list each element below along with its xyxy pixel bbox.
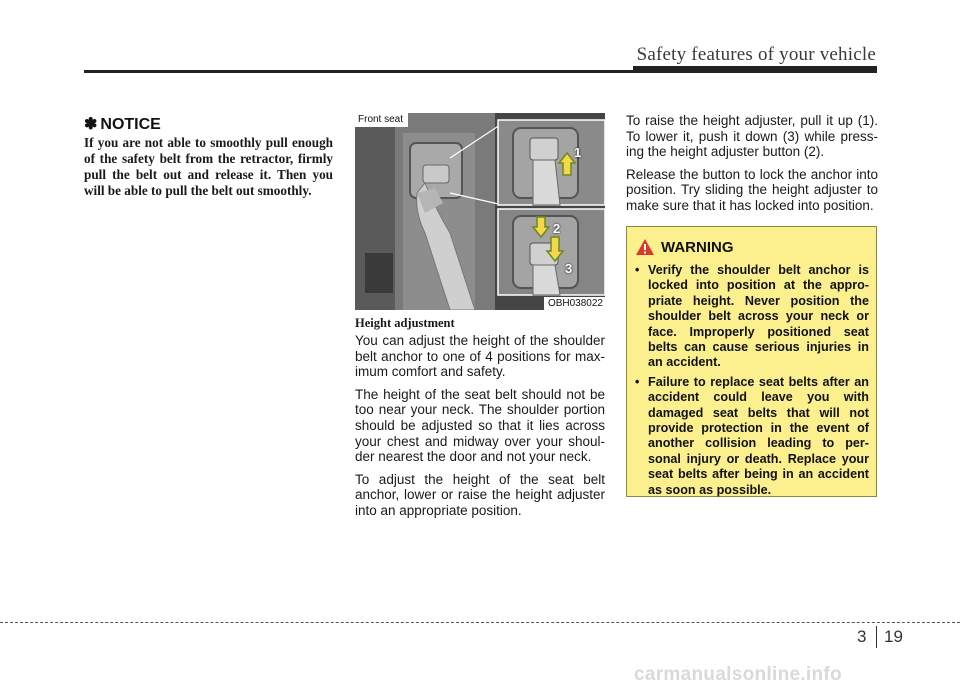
callout-3: 3 <box>565 261 573 276</box>
warning-list <box>633 263 869 502</box>
notice-body: If you are not able to smoothly pull enough of the safety belt from the retractor, firmly pull the belt out and release it. Then you will be able to pull the belt out smoothly. <box>84 135 333 198</box>
paragraph: To raise the height adjuster, pull it up (1). To lower it, push it down (3) while press-ing the height adjuster button (2). <box>626 113 878 160</box>
notice-heading <box>84 114 161 134</box>
notice-star-icon: ✽ <box>84 116 98 133</box>
warning-box <box>626 226 877 497</box>
watermark: carmanualsonline.info <box>634 664 842 685</box>
adjuster-instructions <box>626 113 878 221</box>
warning-item: • Failure to replace seat belts after an accident could leave you with damaged seat belts that will not provide protection in the event of another collision leading to per-sonal injury or death. Replace your seat belts after being in an accident as soon as possible. <box>633 375 869 498</box>
chapter-number: 3 <box>857 627 867 646</box>
paragraph: The height of the seat belt should not be too near your neck. The shoulder portion should be adjusted so that it lies across your chest and midway over your shoul-der nearest the door and not your neck. <box>355 386 605 465</box>
paragraph: Release the button to lock the anchor into position. Try sliding the height adjuster to make sure that it has locked into position. <box>626 166 878 213</box>
header-rule-tab <box>633 66 877 71</box>
height-adjustment-text <box>355 333 605 526</box>
page-number: 19 <box>884 627 903 646</box>
arrow-down-icon-2 <box>533 217 549 237</box>
section-title: Safety features of your vehicle <box>636 44 876 65</box>
figure-code: OBH038022 <box>544 297 605 310</box>
warning-item: • Verify the shoulder belt anchor is locked into position at the appro-priate height. Never position the shoulder belt across your neck or face. Improperly positioned seat belts can cause serious injuries in an accident. <box>633 263 869 371</box>
warning-title: WARNING <box>661 238 734 256</box>
footer-rule <box>0 622 960 623</box>
paragraph: You can adjust the height of the shoulder belt anchor to one of 4 positions for max-imum comfort and safety. <box>355 333 605 380</box>
height-adjustment-heading: Height adjustment <box>355 316 455 330</box>
paragraph: To adjust the height of the seat belt anchor, lower or raise the height adjuster into an appropriate position. <box>355 471 605 518</box>
warning-triangle-icon <box>635 238 655 256</box>
adjuster-arrows <box>355 113 605 310</box>
arrow-up-icon <box>559 153 575 175</box>
notice-title: NOTICE <box>100 116 161 133</box>
warning-heading <box>635 237 734 257</box>
figure-label: Front seat <box>355 113 408 127</box>
callout-2: 2 <box>553 221 561 236</box>
page-separator <box>876 626 877 648</box>
callout-1: 1 <box>574 145 582 160</box>
arrow-down-icon-3 <box>547 237 563 261</box>
seatbelt-figure <box>355 113 605 310</box>
